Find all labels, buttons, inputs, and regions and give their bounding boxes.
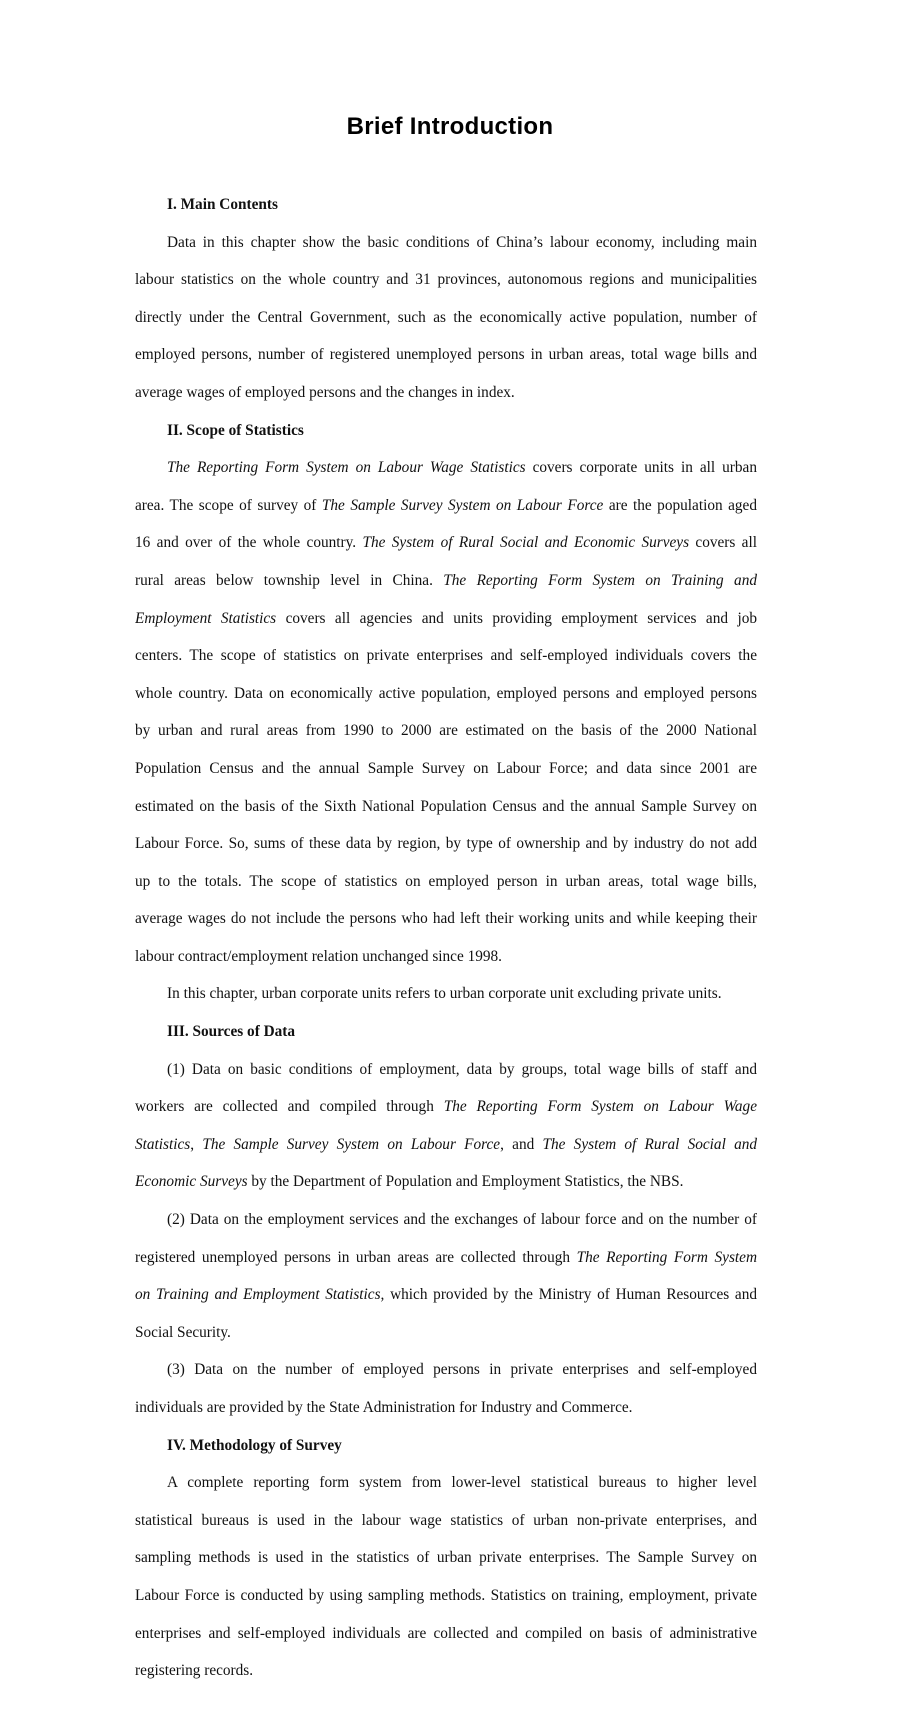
publication-title: The Reporting Form System on Labour Wage Statistics bbox=[167, 459, 526, 477]
text-run: 16 and over of the whole country. bbox=[135, 534, 363, 552]
publication-title: The Sample Survey System on Labour Force bbox=[202, 1135, 501, 1153]
paragraph-line: average wages of employed persons and the changes in index. bbox=[135, 383, 515, 401]
publication-title: The System of Rural Social and Economic Surveys bbox=[362, 534, 690, 552]
document-body bbox=[135, 186, 757, 1690]
paragraph-line: whole country. Data on economically active population, employed persons and employed persons bbox=[135, 684, 757, 702]
text-run: rural areas below township level in China. bbox=[135, 571, 444, 589]
paragraph-line: (2) Data on the employment services and the exchanges of labour force and on the number of bbox=[167, 1211, 757, 1229]
section-heading-main-contents: I. Main Contents bbox=[167, 196, 278, 213]
text-run: covers corporate units in all urban bbox=[525, 459, 757, 477]
paragraph-line: average wages do not include the persons who had left their working units and while keeping their bbox=[135, 910, 757, 928]
text-run: workers are collected and compiled through bbox=[135, 1098, 444, 1116]
publication-title: The System of Rural Social and bbox=[542, 1135, 757, 1153]
paragraph-line: enterprises and self-employed individuals are collected and compiled on basis of administrative bbox=[135, 1624, 757, 1642]
paragraph-line: labour contract/employment relation unchanged since 1998. bbox=[135, 947, 503, 965]
paragraph-line: sampling methods is used in the statistics of urban private enterprises. The Sample Survey on bbox=[135, 1549, 757, 1567]
text-run: are the population aged bbox=[603, 496, 757, 514]
paragraph-line: directly under the Central Government, such as the economically active population, number of bbox=[135, 308, 757, 326]
paragraph-line: Labour Force. So, sums of these data by region, by type of ownership and by industry do not add bbox=[135, 835, 757, 853]
paragraph-line: estimated on the basis of the Sixth National Population Census and the annual Sample Survey on bbox=[135, 797, 757, 815]
text-run: which provided by the Ministry of Human Resources and bbox=[384, 1286, 757, 1304]
paragraph-line: Social Security. bbox=[135, 1323, 231, 1341]
paragraph-line: Labour Force is conducted by using sampling methods. Statistics on training, employment, private bbox=[135, 1586, 757, 1604]
paragraph-line bbox=[135, 1163, 757, 1201]
paragraph-line bbox=[135, 1239, 757, 1277]
paragraph-line bbox=[135, 1088, 757, 1126]
text-run: by the Department of Population and Employment Statistics, the NBS. bbox=[247, 1173, 684, 1191]
paragraph-line: (1) Data on basic conditions of employment, data by groups, total wage bills of staff and bbox=[167, 1060, 757, 1078]
paragraph-line: Population Census and the annual Sample Survey on Labour Force; and data since 2001 are bbox=[135, 759, 757, 777]
text-run: area. The scope of survey of bbox=[135, 496, 322, 514]
paragraph-line: centers. The scope of statistics on private enterprises and self-employed individuals covers the bbox=[135, 647, 757, 665]
section-heading-scope-of-statistics: II. Scope of Statistics bbox=[167, 421, 304, 439]
publication-title: The Sample Survey System on Labour Force bbox=[321, 496, 604, 514]
paragraph-line: Data in this chapter show the basic conditions of China’s labour economy, including main bbox=[167, 233, 757, 251]
publication-title: Economic Surveys bbox=[135, 1173, 248, 1191]
section-heading-sources-of-data: III. Sources of Data bbox=[167, 1023, 296, 1041]
paragraph-line: labour statistics on the whole country and 31 provinces, autonomous regions and municipalities bbox=[135, 271, 757, 289]
text-run: , and bbox=[500, 1135, 543, 1153]
paragraph-line: In this chapter, urban corporate units refers to urban corporate unit excluding private units. bbox=[167, 985, 722, 1003]
text-run: covers all agencies and units providing employment services and job bbox=[276, 609, 757, 627]
publication-title: The Reporting Form System on Labour Wage bbox=[443, 1098, 757, 1116]
paragraph-line: by urban and rural areas from 1990 to 2000 are estimated on the basis of the 2000 National bbox=[135, 722, 757, 740]
section-heading-methodology-of-survey: IV. Methodology of Survey bbox=[167, 1436, 342, 1454]
paragraph-line: (3) Data on the number of employed persons in private enterprises and self-employed bbox=[167, 1361, 757, 1379]
text-run: covers all bbox=[689, 534, 757, 552]
paragraph-line: up to the totals. The scope of statistics on employed person in urban areas, total wage bills, bbox=[135, 872, 757, 890]
paragraph-line bbox=[135, 600, 757, 638]
paragraph-line: A complete reporting form system from lower-level statistical bureaus to higher level bbox=[167, 1474, 757, 1492]
paragraph-line bbox=[135, 449, 757, 487]
publication-title: Statistics bbox=[135, 1135, 191, 1153]
paragraph-line bbox=[135, 1126, 757, 1164]
paragraph-line bbox=[135, 1276, 757, 1314]
publication-title: The Reporting Form System bbox=[576, 1248, 757, 1266]
paragraph-line: registering records. bbox=[135, 1662, 254, 1680]
paragraph-line bbox=[135, 487, 757, 525]
paragraph-line: employed persons, number of registered unemployed persons in urban areas, total wage bills and bbox=[135, 346, 757, 364]
text-run: registered unemployed persons in urban areas are collected through bbox=[135, 1248, 577, 1266]
page-title: Brief Introduction bbox=[346, 113, 554, 140]
paragraph-line bbox=[135, 524, 757, 562]
paragraph-line bbox=[135, 562, 757, 600]
publication-title: The Reporting Form System on Training and bbox=[443, 571, 757, 589]
paragraph-line: statistical bureaus is used in the labour wage statistics of urban non-private enterprises, and bbox=[135, 1511, 757, 1529]
paragraph-line: individuals are provided by the State Administration for Industry and Commerce. bbox=[135, 1399, 633, 1416]
publication-title: on Training and Employment Statistics, bbox=[135, 1286, 385, 1304]
publication-title: Employment Statistics bbox=[135, 609, 277, 627]
text-run: , bbox=[190, 1135, 203, 1153]
